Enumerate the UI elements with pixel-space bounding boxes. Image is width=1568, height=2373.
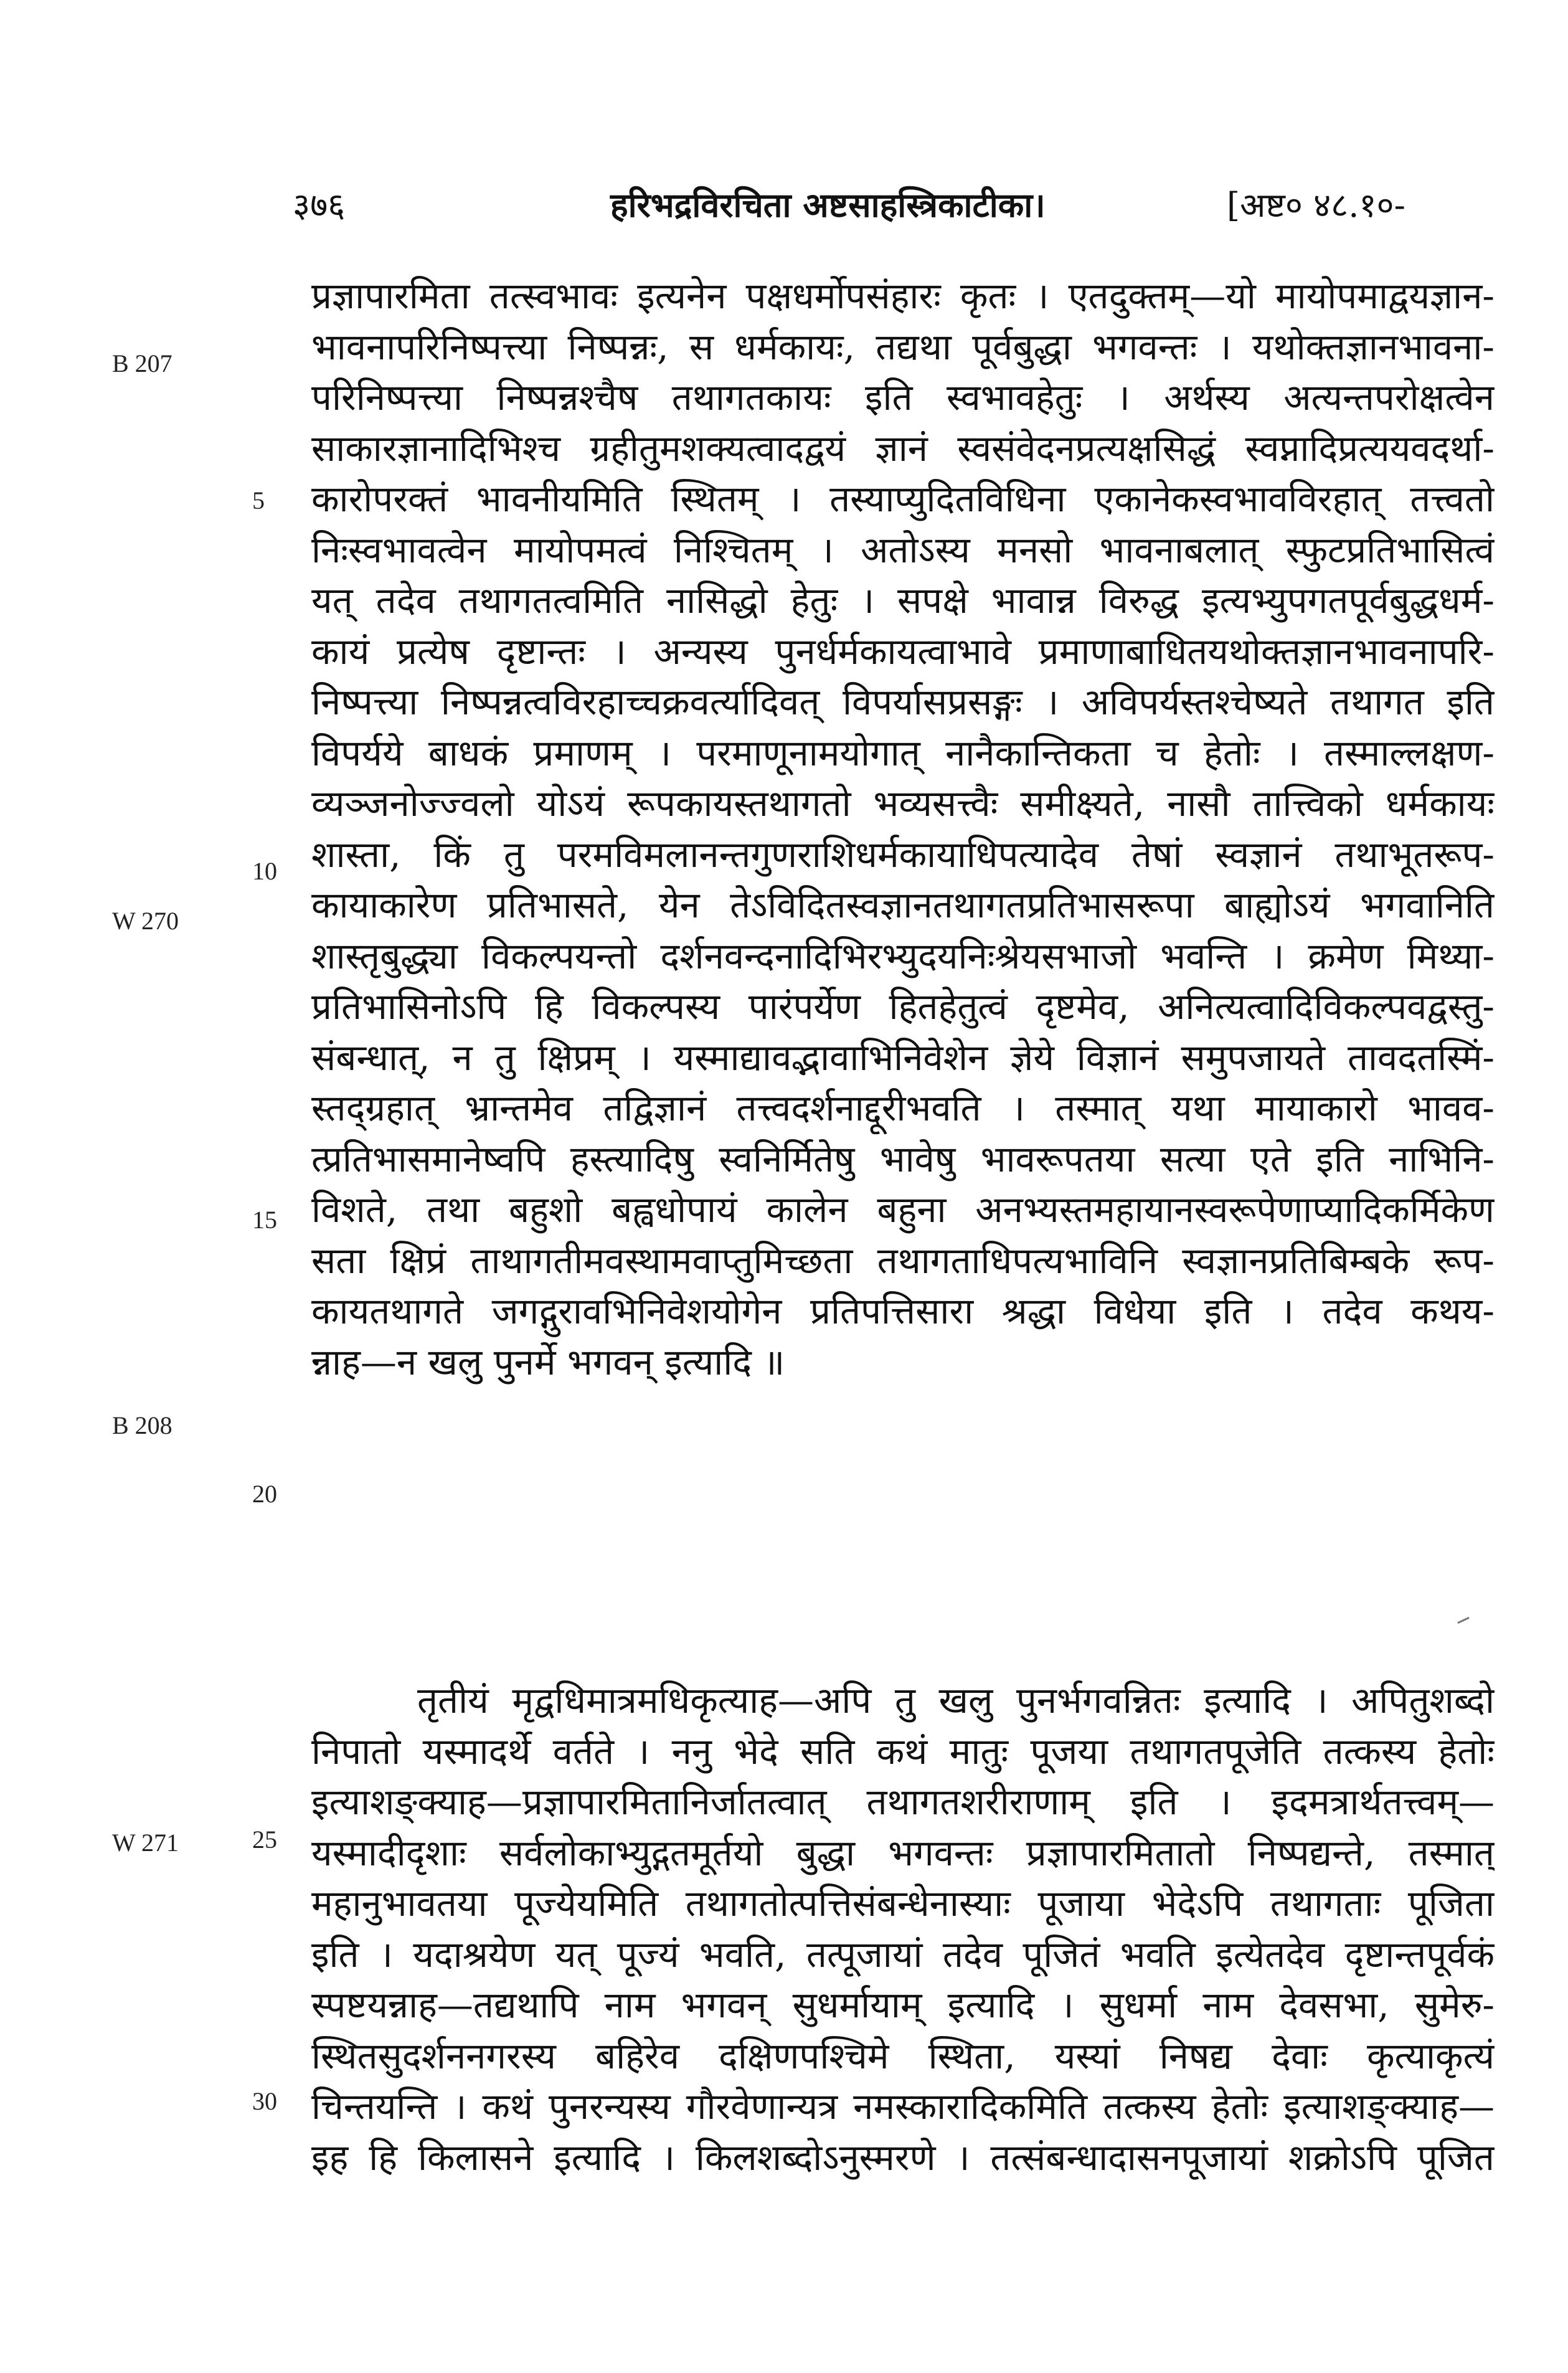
margin-note: B 207 [112, 349, 172, 377]
text-line: निःस्वभावत्वेन मायोपमत्वं निश्चितम् । अतोऽस्य मनसो भावनाबलात् स्फुटप्रतिभासित्वं [311, 528, 1495, 571]
running-header [293, 181, 1513, 237]
text-line: व्यञ्जनोज्ज्वलो योऽयं रूपकायस्तथागतो भव्यसत्त्वैः समीक्ष्यते, नासौ तात्त्विको धर्मकायः [311, 782, 1495, 825]
text-line: संबन्धात्, न तु क्षिप्रम् । यस्माद्यावद्भावाभिनिवेशेन ज्ञेये विज्ञानं समुपजायते तावदतस्मिं- [311, 1036, 1495, 1079]
running-title: हरिभद्रविरचिता अष्टसाहस्त्रिकाटीका। [610, 185, 1046, 225]
text-line: कारोपरक्तं भावनीयमिति स्थितम् । तस्याप्युदितविधिना एकानेकस्वभावविरहात् तत्त्वतो [311, 478, 1495, 520]
text-line: शास्तृबुद्ध्या विकल्पयन्तो दर्शनवन्दनादिभिरभ्युदयनिःश्रेयसभाजो भवन्ति । क्रमेण मिथ्या- [311, 934, 1495, 977]
margin-note: B 208 [112, 1411, 172, 1439]
text-line: विशते, तथा बहुशो बह्वधोपायं कालेन बहुना अनभ्यस्तमहायानस्वरूपेणाप्यादिकर्मिकेण [311, 1188, 1495, 1231]
text-line: प्रतिभासिनोऽपि हि विकल्पस्य पारंपर्येण हितहेतुत्वं दृष्टमेव, अनित्यत्वादिविकल्पवद्वस्तु- [311, 985, 1495, 1028]
page-number: ३७६ [293, 186, 346, 225]
section-reference: [अष्ट० ४८.१०- [1227, 186, 1405, 225]
text-line: तृतीयं मृद्वधिमात्रमधिकृत्याह—अपि तु खलु पुनर्भगवन्नितः इत्यादि । अपितुशब्दो [417, 1679, 1495, 1722]
text-line: चिन्तयन्ति । कथं पुनरन्यस्य गौरवेणान्यत्र नमस्कारादिकमिति तत्कस्य हेतोः इत्याशङ्क्याह— [311, 2085, 1495, 2128]
text-line: न्नाह—न खलु पुनर्मे भगवन् इत्यादि ॥ [311, 1340, 785, 1383]
text-line: इति । यदाश्रयेण यत् पूज्यं भवति, तत्पूजायां तदेव पूजितं भवति इत्येतदेव दृष्टान्तपूर्वकं [311, 1933, 1495, 1976]
text-line: निपातो यस्मादर्थे वर्तते । ननु भेदे सति कथं मातुः पूजया तथागतपूजेति तत्कस्य हेतोः [311, 1730, 1495, 1773]
text-line: शास्ता, किं तु परमविमलानन्तगुणराशिधर्मकायाधिपत्यादेव तेषां स्वज्ञानं तथाभूतरूप- [311, 833, 1495, 876]
text-line: महानुभावतया पूज्येयमिति तथागतोत्पत्तिसंबन्धेनास्याः पूजाया भेदेऽपि तथागताः पूजिता [311, 1882, 1495, 1925]
line-number: 15 [252, 1206, 277, 1234]
margin-note: W 271 [112, 1829, 179, 1857]
text-line: विपर्यये बाधकं प्रमाणम् । परमाणूनामयोगात् नानैकान्तिकता च हेतोः । तस्माल्लक्षण- [311, 731, 1495, 774]
line-number: 20 [252, 1480, 277, 1508]
text-line: त्प्रतिभासमानेष्वपि हस्त्यादिषु स्वनिर्मितेषु भावेषु भावरूपतया सत्या एते इति नाभिनि- [311, 1137, 1495, 1180]
line-number: 25 [252, 1826, 277, 1854]
text-line: कायाकारेण प्रतिभासते, येन तेऽविदितस्वज्ञानतथागतप्रतिभासरूपा बाह्योऽयं भगवानिति [311, 884, 1495, 926]
text-line: परिनिष्पत्त्या निष्पन्नश्चैष तथागतकायः इति स्वभावहेतुः । अर्थस्य अत्यन्तपरोक्षत्वेन [311, 376, 1495, 419]
paragraph-2 [311, 1675, 1495, 2183]
text-line: स्पष्टयन्नाह—तद्यथापि नाम भगवन् सुधर्मायाम् इत्यादि । सुधर्मा नाम देवसभा, सुमेरु- [311, 1984, 1495, 2026]
text-line: कायतथागते जगद्गुरावभिनिवेशयोगेन प्रतिपत्तिसारा श्रद्धा विधेया इति । तदेव कथय- [311, 1290, 1495, 1332]
margin-note: W 270 [112, 907, 179, 935]
paragraph-1 [311, 271, 1495, 1388]
text-line: कायं प्रत्येष दृष्टान्तः । अन्यस्य पुनर्धर्मकायत्वाभावे प्रमाणाबाधितयथोक्तज्ञानभावनापरि- [311, 630, 1495, 673]
text-line: सता क्षिप्रं ताथागतीमवस्थामवाप्तुमिच्छता तथागताधिपत्यभाविनि स्वज्ञानप्रतिबिम्बके रूप- [311, 1239, 1495, 1282]
text-line: स्तद्ग्रहात् भ्रान्तमेव तद्विज्ञानं तत्त्वदर्शनाद्दूरीभवति । तस्मात् यथा मायाकारो भावव- [311, 1087, 1495, 1129]
text-line: यस्मादीदृशाः सर्वलोकाभ्युद्गतमूर्तयो बुद्धा भगवन्तः प्रज्ञापारमितातो निष्पद्यन्ते, तस्मात् [311, 1831, 1495, 1874]
text-line: स्थितसुदर्शननगरस्य बहिरेव दक्षिणपश्चिमे स्थिता, यस्यां निषद्य देवाः कृत्याकृत्यं [311, 2034, 1495, 2077]
text-line: प्रज्ञापारमिता तत्स्वभावः इत्यनेन पक्षधर्मोपसंहारः कृतः । एतदुक्तम्—यो मायोपमाद्वयज्ञान- [311, 275, 1495, 317]
text-line: साकारज्ञानादिभिश्च ग्रहीतुमशक्यत्वादद्वयं ज्ञानं स्वसंवेदनप्रत्यक्षसिद्धं स्वप्नादिप्रत्ययवदर्था- [311, 427, 1495, 470]
line-number: 10 [252, 857, 277, 885]
text-line: इह हि किलासने इत्यादि । किलशब्दोऽनुस्मरणे । तत्संबन्धादासनपूजायां शक्रोऽपि पूजित [311, 2136, 1495, 2179]
text-line: निष्पत्त्या निष्पन्नत्वविरहाच्चक्रवर्त्यादिवत् विपर्यासप्रसङ्गः । अविपर्यस्तश्चेष्यते तथागत इति [311, 681, 1495, 723]
stray-mark [1457, 1617, 1469, 1624]
text-line: यत् तदेव तथागतत्वमिति नासिद्धो हेतुः । सपक्षे भावान्न विरुद्ध इत्यभ्युपगतपूर्वबुद्धधर्म- [311, 579, 1495, 622]
text-line: इत्याशङ्क्याह—प्रज्ञापारमितानिर्जातत्वात् तथागतशरीराणाम् इति । इदमत्रार्थतत्त्वम्— [311, 1781, 1495, 1823]
line-number: 30 [252, 2087, 277, 2115]
text-line: भावनापरिनिष्पत्त्या निष्पन्नः, स धर्मकायः, तद्यथा पूर्वबुद्धा भगवन्तः । यथोक्तज्ञानभावना- [311, 325, 1495, 368]
line-number: 5 [252, 486, 265, 514]
